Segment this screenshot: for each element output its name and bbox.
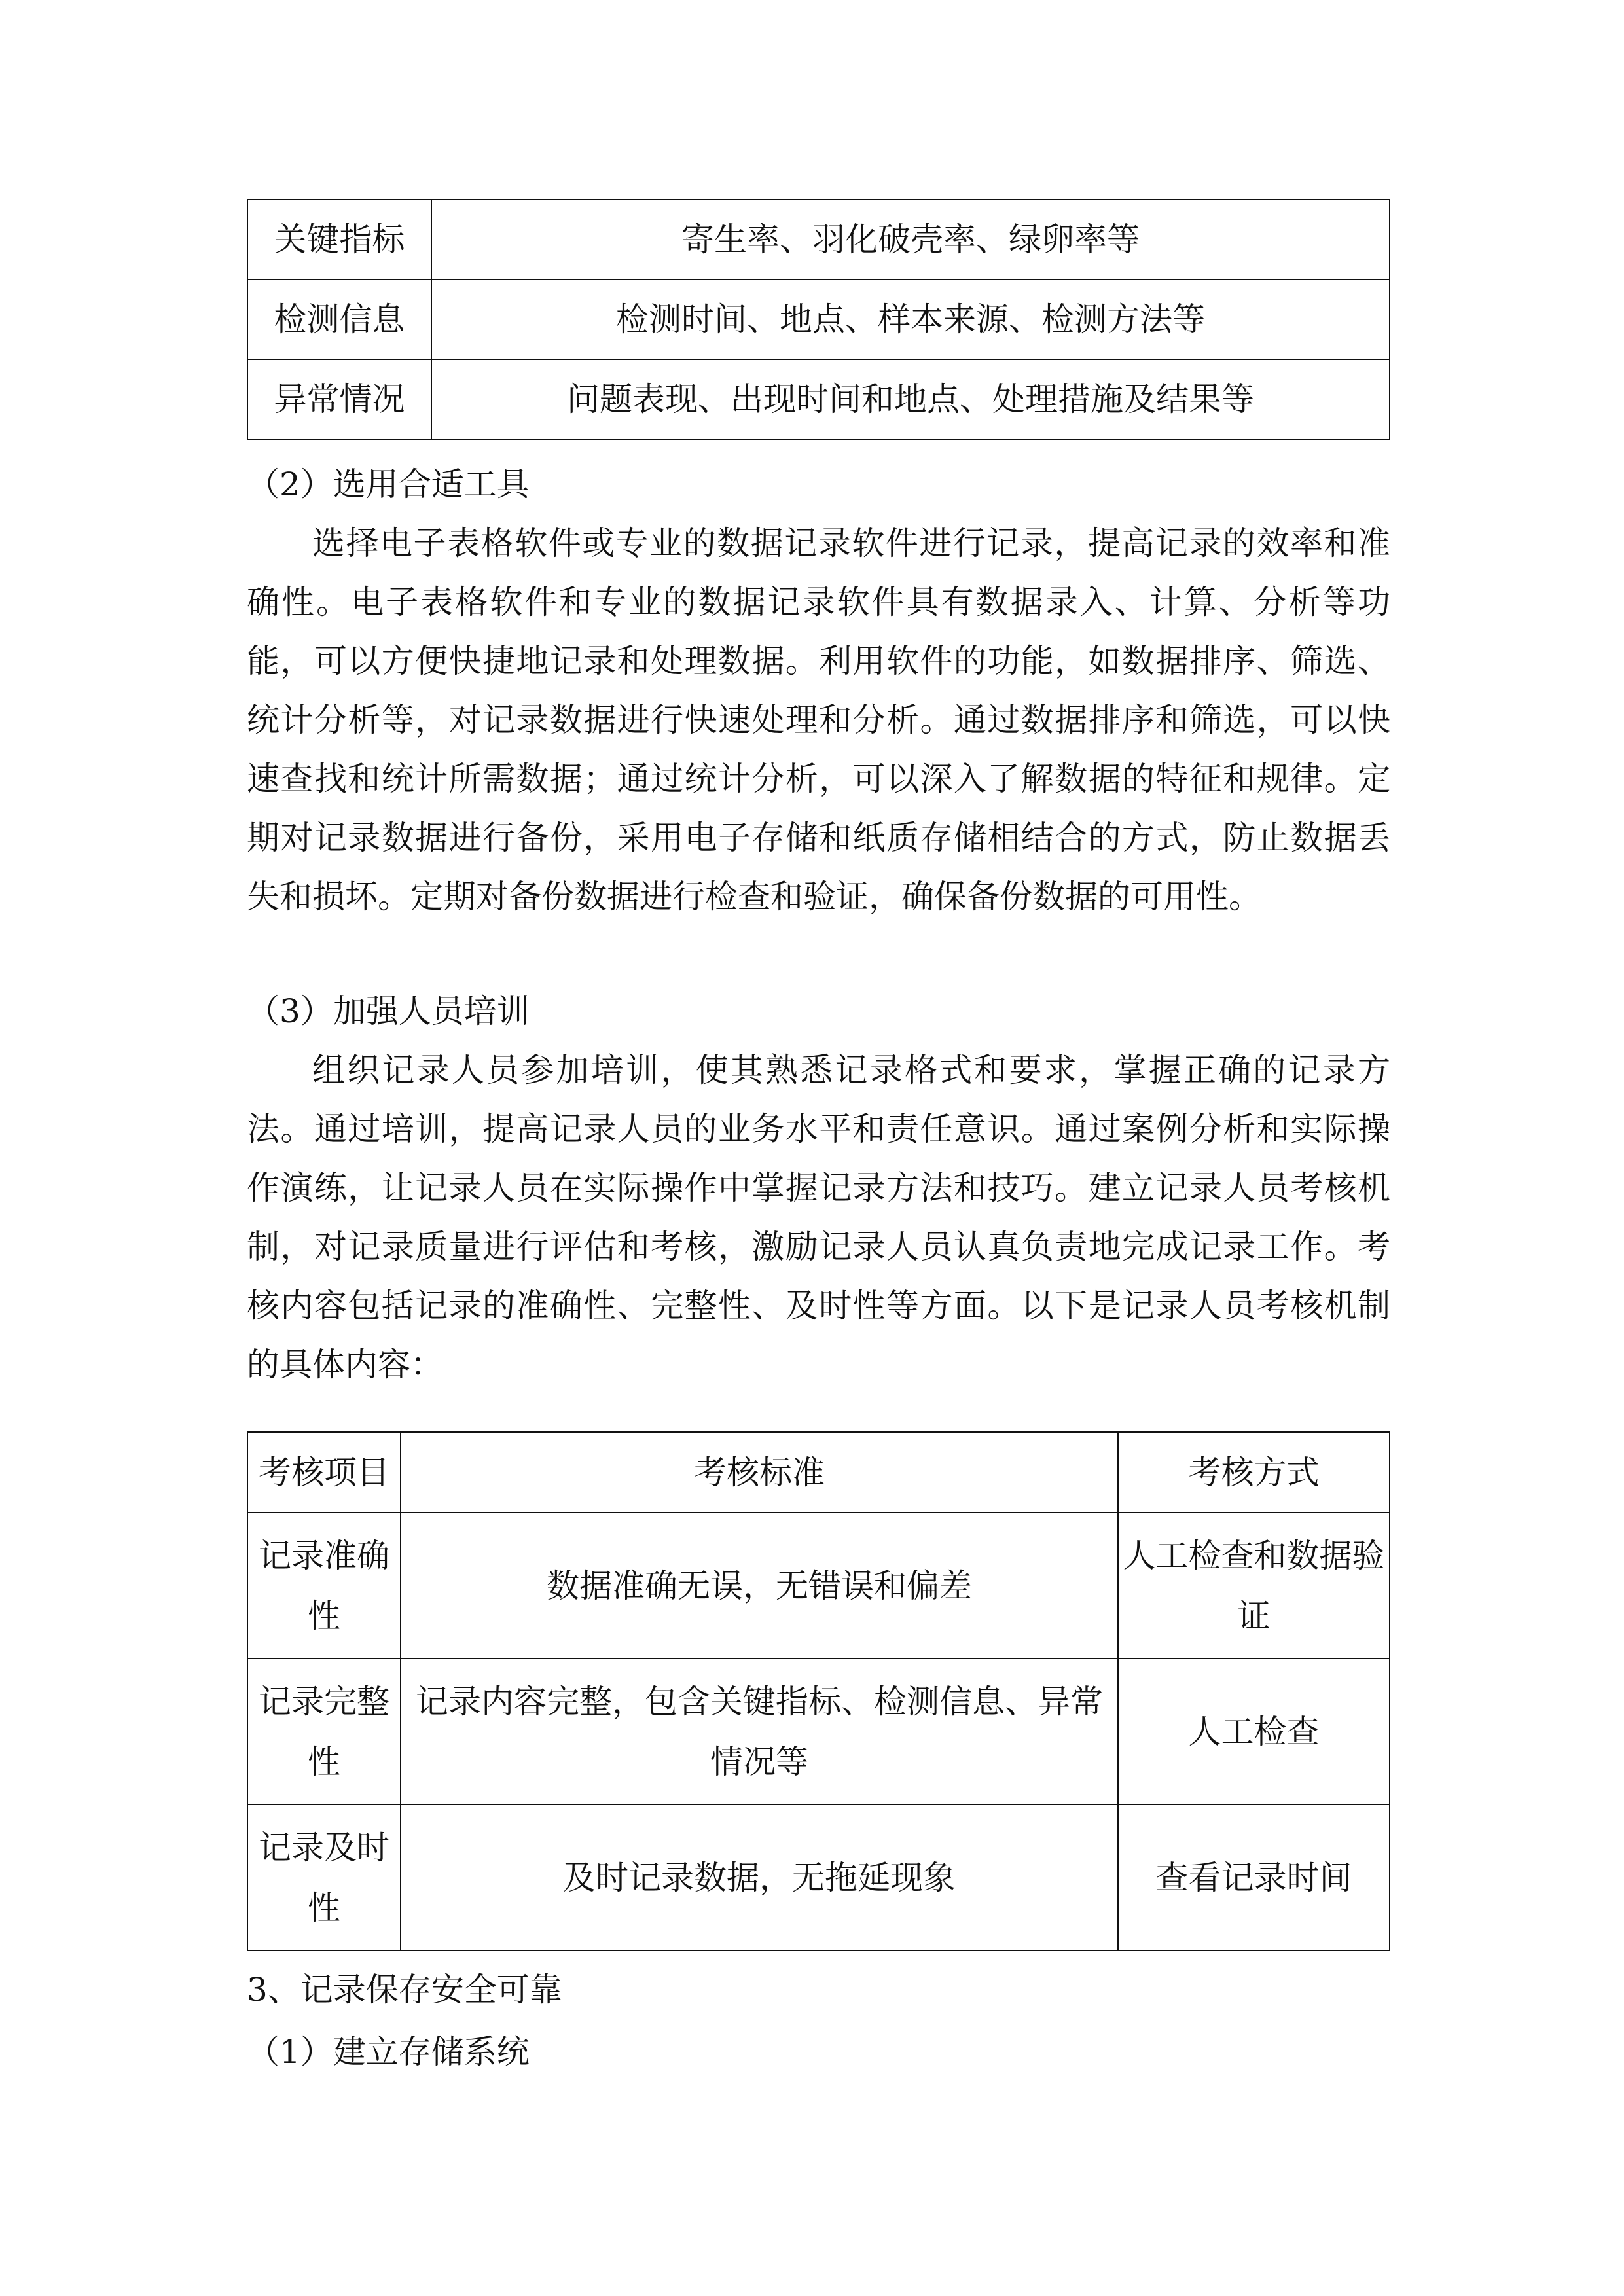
- table-cell: 检测时间、地点、样本来源、检测方法等: [431, 279, 1390, 359]
- table-cell: 记录完整性: [247, 1659, 401, 1804]
- paragraph-line: 法。通过培训，提高记录人员的业务水平和责任意识。通过案例分析和实际操: [247, 1110, 1390, 1148]
- section-heading-storage: 3、记录保存安全可靠: [247, 1971, 562, 2009]
- table-cell: 检测信息: [247, 279, 431, 359]
- table-cell: 查看记录时间: [1118, 1804, 1390, 1950]
- table-cell: 人工检查和数据验证: [1118, 1513, 1390, 1659]
- table-cell: 考核标准: [401, 1432, 1118, 1513]
- table-cell: 及时记录数据，无拖延现象: [401, 1804, 1118, 1950]
- table-cell: 关键指标: [247, 200, 431, 279]
- assessment-table: [247, 1431, 1390, 1951]
- table-cell: 考核项目: [247, 1432, 401, 1513]
- section-heading-tools: （2）选用合适工具: [247, 465, 530, 503]
- table-header-row: [247, 1432, 1390, 1513]
- paragraph-line: 的具体内容：: [247, 1346, 443, 1384]
- table-row: [247, 1804, 1390, 1950]
- paragraph-line: 制，对记录质量进行评估和考核，激励记录人员认真负责地完成记录工作。考: [247, 1228, 1390, 1266]
- table-cell: 人工检查: [1118, 1659, 1390, 1804]
- paragraph-line: 选择电子表格软件或专业的数据记录软件进行记录，提高记录的效率和准: [312, 524, 1390, 562]
- paragraph-line: 确性。电子表格软件和专业的数据记录软件具有数据录入、计算、分析等功: [247, 583, 1390, 621]
- paragraph-line: 作演练，让记录人员在实际操作中掌握记录方法和技巧。建立记录人员考核机: [247, 1169, 1390, 1207]
- paragraph-line: 期对记录数据进行备份，采用电子存储和纸质存储相结合的方式，防止数据丢: [247, 819, 1390, 857]
- table-row: [247, 200, 1390, 279]
- table-cell: 记录内容完整，包含关键指标、检测信息、异常情况等: [401, 1659, 1118, 1804]
- table-row: [247, 1513, 1390, 1659]
- table-row: [247, 279, 1390, 359]
- table-cell: 记录准确性: [247, 1513, 401, 1659]
- subheading-storage-system: （1）建立存储系统: [247, 2033, 530, 2071]
- table-row: [247, 1659, 1390, 1804]
- paragraph-line: 组织记录人员参加培训，使其熟悉记录格式和要求，掌握正确的记录方: [312, 1051, 1390, 1089]
- table-cell: 数据准确无误，无错误和偏差: [401, 1513, 1118, 1659]
- table-cell: 异常情况: [247, 359, 431, 439]
- table-cell: 寄生率、羽化破壳率、绿卵率等: [431, 200, 1390, 279]
- table-cell: 问题表现、出现时间和地点、处理措施及结果等: [431, 359, 1390, 439]
- paragraph-line: 失和损坏。定期对备份数据进行检查和验证，确保备份数据的可用性。: [247, 878, 1261, 916]
- paragraph-line: 速查找和统计所需数据；通过统计分析，可以深入了解数据的特征和规律。定: [247, 760, 1390, 798]
- paragraph-line: 核内容包括记录的准确性、完整性、及时性等方面。以下是记录人员考核机制: [247, 1287, 1390, 1325]
- table-cell: 考核方式: [1118, 1432, 1390, 1513]
- paragraph-line: 能，可以方便快捷地记录和处理数据。利用软件的功能，如数据排序、筛选、: [247, 642, 1390, 680]
- key-info-table: [247, 199, 1390, 440]
- table-cell: 记录及时性: [247, 1804, 401, 1950]
- paragraph-line: 统计分析等，对记录数据进行快速处理和分析。通过数据排序和筛选，可以快: [247, 701, 1390, 739]
- section-heading-training: （3）加强人员培训: [247, 992, 530, 1030]
- table-row: [247, 359, 1390, 439]
